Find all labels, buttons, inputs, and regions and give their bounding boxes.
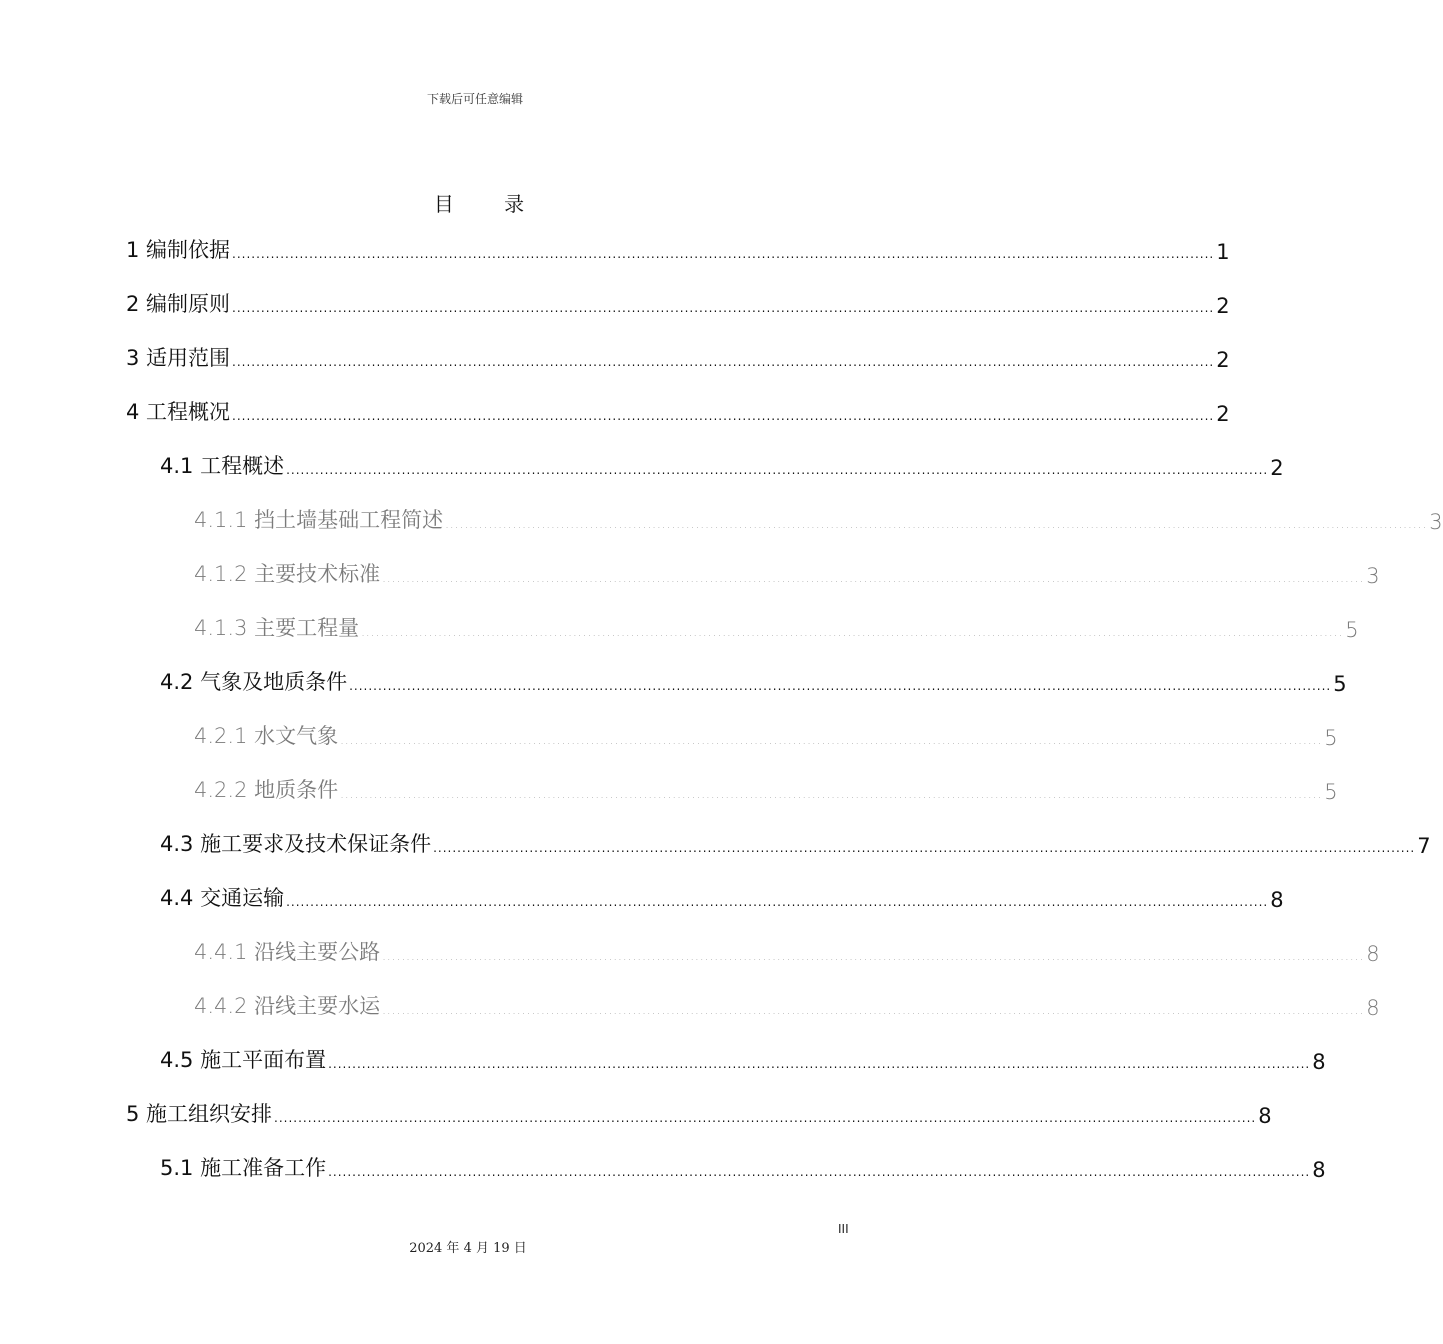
toc-entry-label: 4.1.2 主要技术标准 <box>194 562 381 586</box>
toc-entry[interactable] <box>194 770 1338 804</box>
toc-entry-label: 5 施工组织安排 <box>126 1102 273 1126</box>
toc-leader-dots: ............................................................................................................................................................................................................ <box>232 409 1215 423</box>
toc-leader-dots: ............................................................................................................................................................................................................ <box>445 517 1428 531</box>
toc-entry-page: 8 <box>1270 888 1284 912</box>
toc-entry[interactable] <box>160 662 1347 696</box>
toc-entry[interactable] <box>194 986 1380 1020</box>
toc-leader-dots: ............................................................................................................................................................................................................ <box>232 355 1215 369</box>
toc-entry-page: 2 <box>1216 348 1230 372</box>
toc-leader-dots: ............................................................................................................................................................................................................ <box>349 679 1332 693</box>
toc-entry[interactable] <box>126 284 1230 318</box>
toc-title: 目 录 <box>433 192 547 216</box>
toc-leader-dots: ............................................................................................................................................................................................................ <box>286 463 1269 477</box>
toc-leader-dots: ............................................................................................................................................................................................................ <box>328 1165 1311 1179</box>
toc-entry-page: 1 <box>1216 240 1230 264</box>
toc-leader-dots: ............................................................................................................................................................................................................ <box>286 895 1269 909</box>
toc-entry-page: 5 <box>1324 780 1338 804</box>
toc-entry[interactable] <box>160 878 1284 912</box>
toc-entry-label: 2 编制原则 <box>126 292 231 316</box>
toc-leader-dots: ............................................................................................................................................................................................................ <box>382 571 1365 585</box>
toc-entry-page: 8 <box>1312 1050 1326 1074</box>
footer-date: 2024 年 4 月 19 日 <box>409 1241 527 1256</box>
toc-entry-label: 4.1.1 挡土墙基础工程简述 <box>194 508 444 532</box>
toc-entry-page: 5 <box>1333 672 1347 696</box>
toc-entry-label: 4.2.1 水文气象 <box>194 724 339 748</box>
toc-entry[interactable] <box>194 608 1359 642</box>
toc-entry[interactable] <box>126 1094 1272 1128</box>
toc-entry-page: 2 <box>1216 294 1230 318</box>
toc-leader-dots: ............................................................................................................................................................................................................ <box>274 1111 1257 1125</box>
toc-entry[interactable] <box>160 824 1431 858</box>
toc-entry-page: 8 <box>1366 996 1380 1020</box>
toc-entry-page: 8 <box>1366 942 1380 966</box>
toc-leader-dots: ............................................................................................................................................................................................................ <box>361 625 1344 639</box>
toc-entry-page: 8 <box>1258 1104 1272 1128</box>
toc-entry-label: 4.2 气象及地质条件 <box>160 670 348 694</box>
toc-entry-page: 2 <box>1270 456 1284 480</box>
toc-entry[interactable] <box>160 1040 1326 1074</box>
toc-entry-label: 4.1.3 主要工程量 <box>194 616 360 640</box>
toc-entry-label: 5.1 施工准备工作 <box>160 1156 327 1180</box>
header-note: 下载后可任意编辑 <box>426 92 523 106</box>
toc-leader-dots: ............................................................................................................................................................................................................ <box>232 247 1215 261</box>
toc-entry-label: 4 工程概况 <box>126 400 231 424</box>
toc-leader-dots: ............................................................................................................................................................................................................ <box>340 733 1323 747</box>
toc-entry-page: 8 <box>1312 1158 1326 1182</box>
toc-leader-dots: ............................................................................................................................................................................................................ <box>328 1057 1311 1071</box>
toc-entry[interactable] <box>194 554 1380 588</box>
toc-entry[interactable] <box>194 500 1443 534</box>
toc-entry[interactable] <box>126 392 1230 426</box>
toc-entry-page: 7 <box>1417 834 1431 858</box>
toc-entry[interactable] <box>194 716 1338 750</box>
toc-entry-label: 4.2.2 地质条件 <box>194 778 339 802</box>
toc-entry[interactable] <box>160 446 1284 480</box>
toc-leader-dots: ............................................................................................................................................................................................................ <box>232 301 1215 315</box>
toc-entry-label: 3 适用范围 <box>126 346 231 370</box>
toc-leader-dots: ............................................................................................................................................................................................................ <box>382 1003 1365 1017</box>
page-number: III <box>838 1222 849 1236</box>
toc-entry[interactable] <box>194 932 1380 966</box>
toc-entry-label: 4.3 施工要求及技术保证条件 <box>160 832 432 856</box>
toc-entry-label: 4.5 施工平面布置 <box>160 1048 327 1072</box>
toc-entry-label: 4.4.2 沿线主要水运 <box>194 994 381 1018</box>
toc-entry-page: 3 <box>1429 510 1443 534</box>
toc-entry-page: 5 <box>1324 726 1338 750</box>
toc-entry[interactable] <box>126 230 1230 264</box>
toc-entry-label: 4.4.1 沿线主要公路 <box>194 940 381 964</box>
toc-entry-page: 5 <box>1345 618 1359 642</box>
toc-leader-dots: ............................................................................................................................................................................................................ <box>433 841 1416 855</box>
toc-entry-page: 3 <box>1366 564 1380 588</box>
toc-entry[interactable] <box>126 338 1230 372</box>
toc-entry-label: 1 编制依据 <box>126 238 231 262</box>
toc-entry[interactable] <box>160 1148 1326 1182</box>
toc-leader-dots: ............................................................................................................................................................................................................ <box>340 787 1323 801</box>
toc-leader-dots: ............................................................................................................................................................................................................ <box>382 949 1365 963</box>
toc-entry-page: 2 <box>1216 402 1230 426</box>
toc-entry-label: 4.4 交通运输 <box>160 886 285 910</box>
toc-entry-label: 4.1 工程概述 <box>160 454 285 478</box>
